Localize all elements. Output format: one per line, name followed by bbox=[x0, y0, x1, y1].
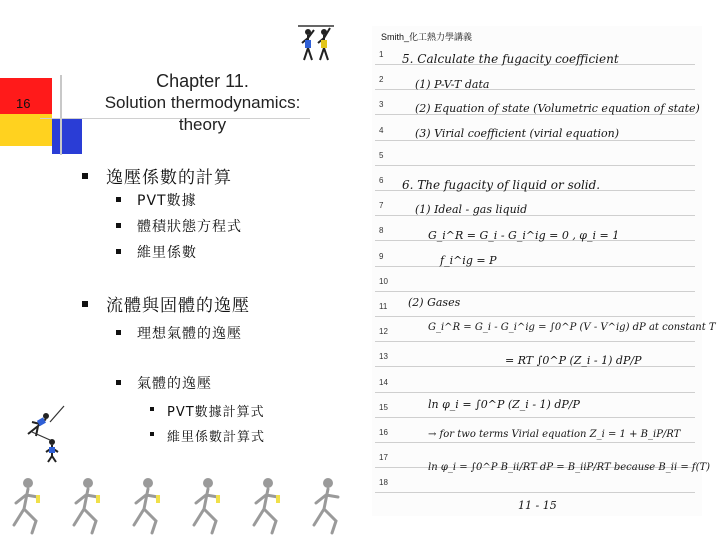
notes-line: (1) P-V-T data bbox=[415, 78, 490, 91]
outline-subitem: 體積狀態方程式 bbox=[137, 219, 242, 235]
outline-subitem: PVT數據 bbox=[137, 193, 197, 209]
notes-line-number: 6 bbox=[379, 176, 384, 185]
notes-line: (2) Gases bbox=[408, 296, 461, 309]
notes-line: G_i^R = G_i - G_i^ig = ∫0^P (V - V^ig) dP at constant T bbox=[428, 322, 716, 333]
notes-line: 6. The fugacity of liquid or solid. bbox=[402, 178, 601, 192]
notes-ruled-line bbox=[375, 442, 695, 443]
bullet-icon bbox=[150, 407, 154, 411]
bullet-icon bbox=[116, 249, 121, 254]
outline-subitem: 維里係數 bbox=[137, 245, 197, 261]
bullet-icon bbox=[116, 197, 121, 202]
notes-line: = RT ∫0^P (Z_i - 1) dP/P bbox=[505, 354, 642, 367]
notes-ruled-line bbox=[375, 266, 695, 267]
notes-line: → for two terms Virial equation Z_i = 1 + B_iP/RT bbox=[428, 429, 681, 440]
notes-line-number: 1 bbox=[379, 50, 384, 59]
outline-subsubitem: 維里係數計算式 bbox=[167, 430, 266, 445]
climbers-figure-icon bbox=[296, 16, 336, 66]
slide-number: 16 bbox=[16, 96, 31, 111]
notes-line: (3) Virial coefficient (virial equation) bbox=[415, 127, 619, 140]
bullet-icon bbox=[150, 432, 154, 436]
runners-decoration-icon bbox=[0, 475, 360, 540]
notes-header: Smith_化工熱力學講義 bbox=[381, 32, 473, 42]
notes-line-number: 4 bbox=[379, 126, 384, 135]
notes-line: ln φ_i = ∫0^P (Z_i - 1) dP/P bbox=[428, 398, 580, 411]
outline-subsubitem: PVT數據計算式 bbox=[167, 405, 265, 420]
bullet-icon bbox=[82, 173, 88, 179]
hanging-climbers-icon bbox=[12, 404, 72, 464]
notes-line-number: 2 bbox=[379, 75, 384, 84]
notes-line-number: 16 bbox=[379, 428, 388, 437]
bullet-icon bbox=[116, 330, 121, 335]
notes-line-number: 13 bbox=[379, 352, 388, 361]
notes-line-number: 11 bbox=[379, 302, 388, 311]
notes-line-number: 14 bbox=[379, 378, 388, 387]
notes-line-number: 17 bbox=[379, 453, 388, 462]
slide-subtitle: Solution thermodynamics: theory bbox=[104, 93, 301, 134]
notes-line-number: 15 bbox=[379, 403, 388, 412]
slide-title-block bbox=[95, 70, 310, 136]
bullet-icon bbox=[116, 380, 121, 385]
notes-line-number: 5 bbox=[379, 151, 384, 160]
notes-line-number: 8 bbox=[379, 226, 384, 235]
notes-ruled-line bbox=[375, 392, 695, 393]
outline-item-1: 逸壓係數的計算 bbox=[106, 168, 232, 188]
notes-ruled-line bbox=[375, 165, 695, 166]
notes-line-number: 18 bbox=[379, 478, 388, 487]
bullet-icon bbox=[82, 301, 88, 307]
outline-subitem: 理想氣體的逸壓 bbox=[137, 326, 242, 342]
notes-ruled-line bbox=[375, 417, 695, 418]
notes-line-number: 12 bbox=[379, 327, 388, 336]
outline-item-2: 流體與固體的逸壓 bbox=[106, 296, 250, 316]
notes-line: (1) Ideal - gas liquid bbox=[415, 203, 528, 216]
notes-ruled-line bbox=[375, 341, 695, 342]
outline-subitem: 氣體的逸壓 bbox=[137, 376, 212, 392]
notes-line-number: 9 bbox=[379, 252, 384, 261]
slide-title: Chapter 11. bbox=[156, 71, 249, 91]
notes-ruled-line bbox=[375, 291, 695, 292]
notes-line: 5. Calculate the fugacity coefficient bbox=[402, 52, 619, 66]
notes-line-number: 7 bbox=[379, 201, 384, 210]
notes-line: 11 - 15 bbox=[518, 499, 557, 512]
notes-ruled-line bbox=[375, 492, 695, 493]
notes-line: ln φ_i = ∫0^P B_ii/RT dP = B_iiP/RT because B_ii = f(T) bbox=[428, 462, 711, 473]
notes-line: (2) Equation of state (Volumetric equation of state) bbox=[415, 102, 700, 115]
notes-ruled-line bbox=[375, 140, 695, 141]
notes-line: G_i^R = G_i - G_i^ig = 0 , φ_i = 1 bbox=[428, 229, 620, 242]
notes-line-number: 3 bbox=[379, 100, 384, 109]
decor-vertical-line bbox=[60, 75, 62, 155]
notes-line: f_i^ig = P bbox=[440, 254, 497, 267]
bullet-icon bbox=[116, 223, 121, 228]
decor-blue-block bbox=[52, 118, 82, 154]
notes-line-number: 10 bbox=[379, 277, 388, 286]
notes-ruled-line bbox=[375, 316, 695, 317]
